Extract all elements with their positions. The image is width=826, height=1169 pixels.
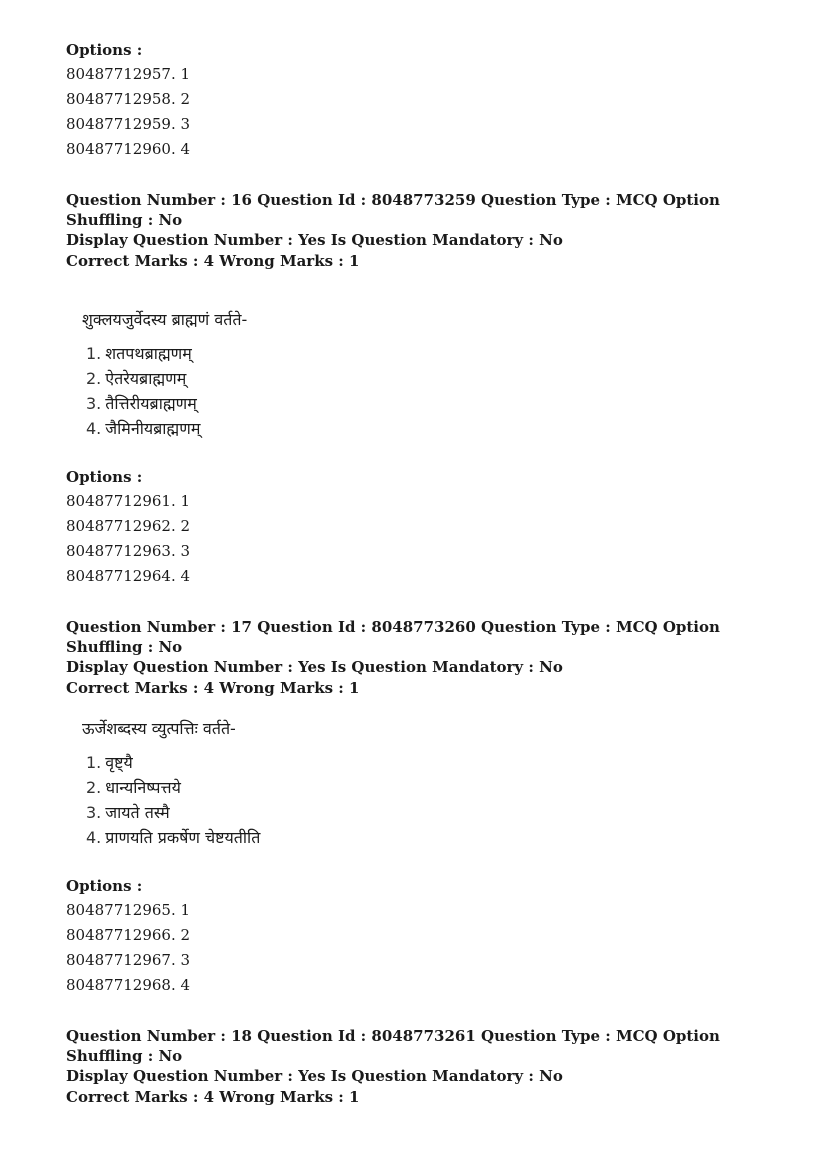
answer-choices [86,750,766,850]
answer-choice: 3. तैत्तिरीयब्राह्मणम् [86,394,197,413]
option-id: 80487712958. 2 [66,90,191,108]
question-17 [66,617,766,998]
option-id: 80487712967. 3 [66,951,191,969]
answer-choices [86,341,766,441]
question-meta-line-2: Display Question Number : Yes Is Question Mandatory : No [66,1067,563,1085]
option-id: 80487712957. 1 [66,65,191,83]
option-id: 80487712962. 2 [66,517,191,535]
answer-choice: 4. जैमिनीयब्राह्मणम् [86,419,201,438]
options-block-17 [66,876,766,998]
question-meta-line-1: Question Number : 18 Question Id : 8048773261 Question Type : MCQ Option Shuffling : No [66,1027,720,1065]
answer-choice: 2. धान्यनिष्पत्तये [86,778,181,797]
answer-choice: 3. जायते तस्मै [86,803,170,822]
options-block-16 [66,467,766,589]
option-id: 80487712960. 4 [66,140,191,158]
question-stem: ऊर्जेशब्दस्य व्युत्पत्तिः वर्तते- [82,719,236,738]
question-meta-line-1: Question Number : 17 Question Id : 8048773260 Question Type : MCQ Option Shuffling : No [66,618,720,656]
options-heading: Options : [66,468,143,486]
question-stem: शुक्लयजुर्वेदस्य ब्राह्मणं वर्तते- [82,310,248,329]
question-marks: Correct Marks : 4 Wrong Marks : 1 [66,679,360,697]
option-id: 80487712961. 1 [66,492,191,510]
option-id: 80487712963. 3 [66,542,191,560]
answer-choice: 2. ऐतरेयब्राह्मणम् [86,369,187,388]
question-meta-line-1: Question Number : 16 Question Id : 8048773259 Question Type : MCQ Option Shuffling : No [66,191,720,229]
options-list [66,489,766,589]
question-marks: Correct Marks : 4 Wrong Marks : 1 [66,1088,360,1106]
option-id: 80487712968. 4 [66,976,191,994]
options-list [66,898,766,998]
options-heading: Options : [66,877,143,895]
question-meta-line-2: Display Question Number : Yes Is Question Mandatory : No [66,231,563,249]
question-18 [66,1026,766,1109]
option-id: 80487712964. 4 [66,567,191,585]
options-list [66,62,766,162]
question-marks: Correct Marks : 4 Wrong Marks : 1 [66,252,360,270]
options-block-15 [66,40,766,162]
answer-choice: 1. शतपथब्राह्मणम् [86,344,192,363]
option-id: 80487712966. 2 [66,926,191,944]
question-meta-line-2: Display Question Number : Yes Is Question Mandatory : No [66,658,563,676]
options-heading: Options : [66,41,143,59]
answer-choice: 1. वृष्ट्यै [86,753,133,772]
question-16 [66,190,766,589]
option-id: 80487712965. 1 [66,901,191,919]
option-id: 80487712959. 3 [66,115,191,133]
question-paper-page [66,40,766,1109]
answer-choice: 4. प्राणयति प्रकर्षेण चेष्टयतीति [86,828,261,847]
